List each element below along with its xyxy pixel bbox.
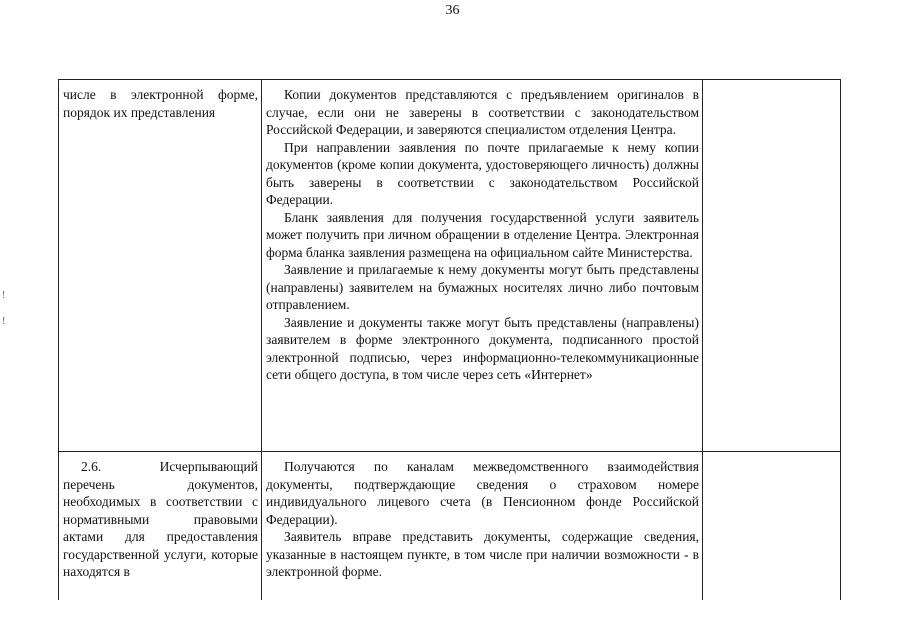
row-title-cell	[59, 80, 262, 452]
table-row	[59, 452, 841, 601]
row-content-cell	[262, 80, 703, 452]
margin-mark: !	[2, 290, 6, 301]
paragraph: Заявление и документы также могут быть представлены (направлены) заявителем в форме электронного документа, подписанного простой электронной подписью, через информационно-телекоммуникационные сети общего доступа, в том числе через сеть «Интернет»	[266, 314, 699, 382]
paragraph: При направлении заявления по почте прилагаемые к нему копии документов (кроме копии документа, удостоверяющего личность) должны быть заверены в соответствии с законодательством Российской Федерации.	[266, 139, 699, 207]
paragraph: Бланк заявления для получения государственной услуги заявитель может получить при личном обращении в отделение Центра. Электронная форма бланка заявления размещена на официальном сайте Министерства.	[266, 209, 699, 260]
paragraph: Заявление и прилагаемые к нему документы могут быть представлены (направлены) заявителем на бумажных носителях лично либо почтовым отправлением.	[266, 262, 699, 312]
page-number: 36	[445, 3, 460, 18]
margin-mark: !	[2, 316, 6, 327]
row-content-cell	[262, 452, 703, 601]
row-title-cell	[59, 452, 262, 601]
paragraph: Получаются по каналам межведомственного взаимодействия документы, подтверждающие сведения о страховом номере индивидуального лицевого счета (в Пенсионном фонде Российской Федерации).	[266, 459, 699, 527]
row-note-cell	[703, 80, 841, 452]
paragraph: Копии документов представляются с предъявлением оригиналов в случае, если они не заверены в соответствии с законодательством Российской Федерации, и заверяются специалистом отделения Центра.	[266, 87, 699, 137]
paragraph: Заявитель вправе представить документы, содержащие сведения, указанные в настоящем пункте, в том числе при наличии возможности - в электронной форме.	[266, 529, 699, 579]
table-row	[59, 80, 841, 452]
row-note-cell	[703, 452, 841, 601]
row-title: 2.6. Исчерпывающий перечень документов, необходимых в соответствии с нормативными правовыми актами для предоставления государственной услуги, которые находятся в	[63, 459, 258, 579]
row-title: числе в электронной форме, порядок их представления	[63, 87, 258, 120]
regulation-table	[58, 79, 841, 600]
